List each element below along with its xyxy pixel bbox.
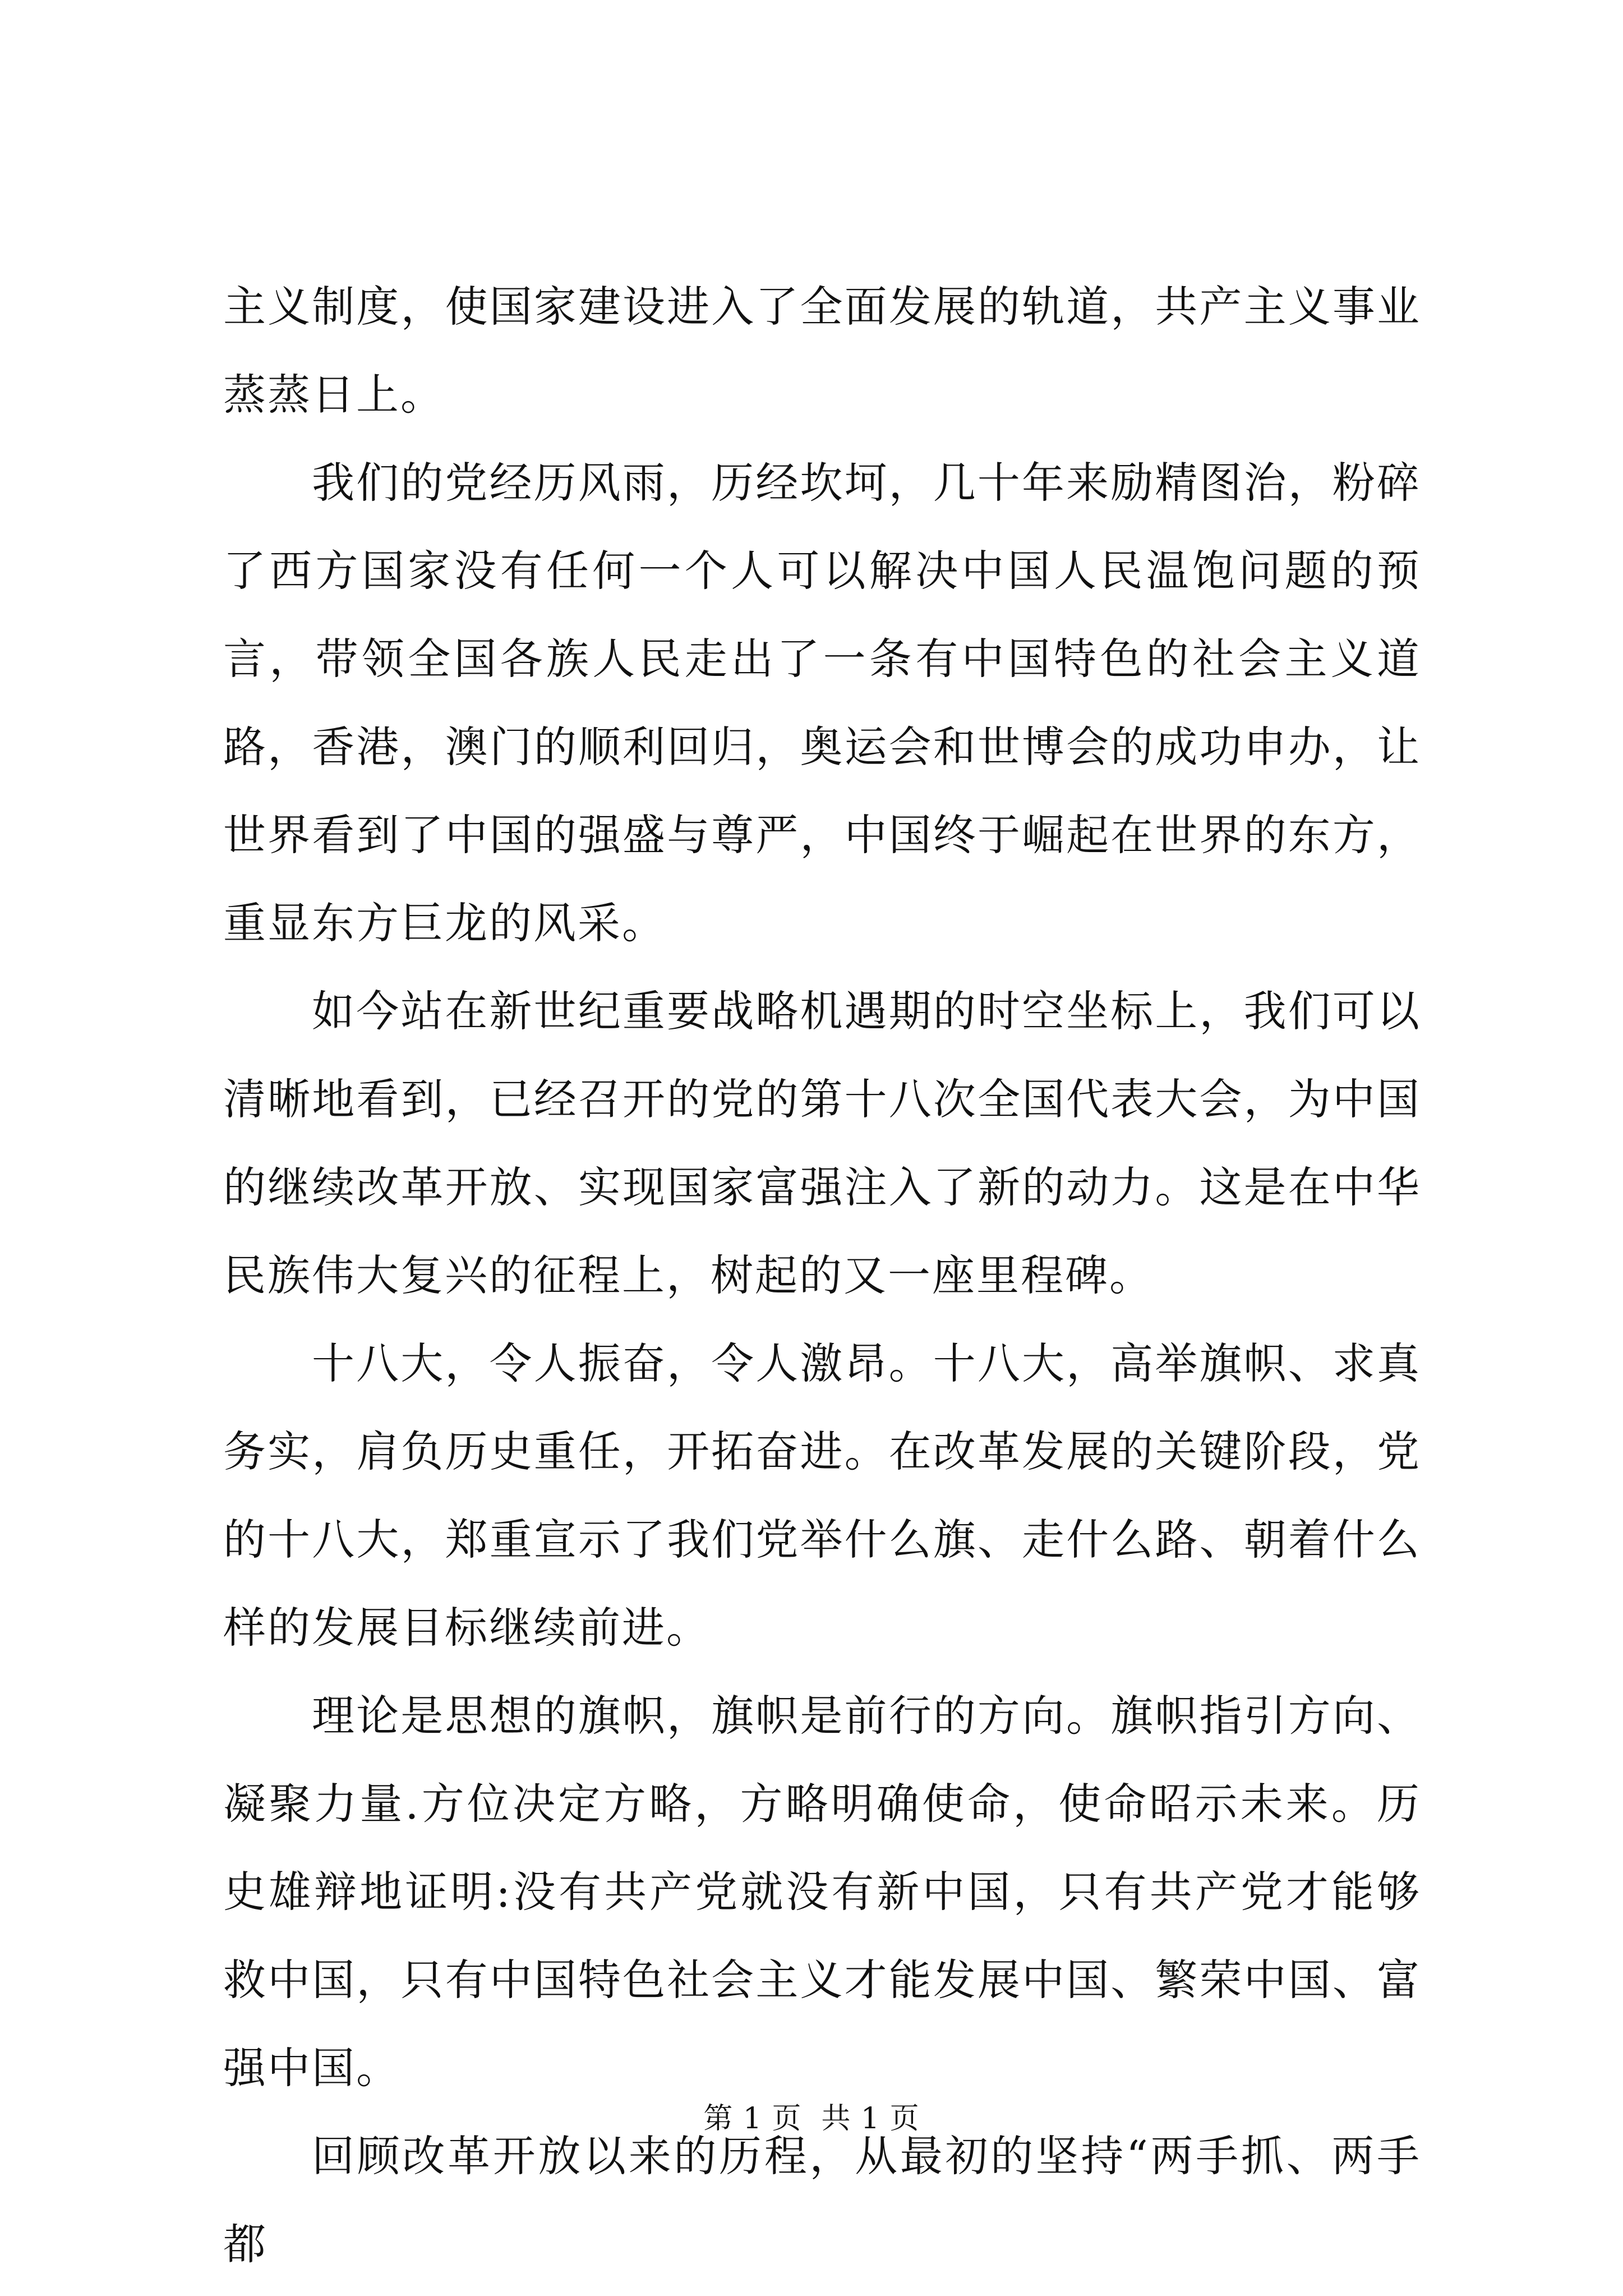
paragraph: 我们的党经历风雨，历经坎坷，几十年来励精图治，粉碎了西方国家没有任何一个人可以解决中国人民温饱问题的预言，带领全国各族人民走出了一条有中国特色的社会主义道路，香港，澳门的顺利回归，奥运会和世博会的成功申办，让世界看到了中国的强盛与尊严，中国终于崛起在世界的东方，重显东方巨龙的风采。 (223, 458, 1421, 948)
paragraph: 十八大，令人振奋，令人激昂。十八大，高举旗帜、求真务实，肩负历史重任，开拓奋进。在改革发展的关键阶段，党的十八大，郑重宣示了我们党举什么旗、走什么路、朝着什么样的发展目标继续前进。 (223, 1338, 1421, 1653)
page-number-label: 第 1 页 共 1 页 (703, 2102, 920, 2136)
page-footer (0, 2099, 1623, 2138)
body-text (223, 263, 1421, 2288)
paragraph: 主义制度，使国家建设进入了全面发展的轨道，共产主义事业蒸蒸日上。 (223, 282, 1421, 420)
paragraph: 理论是思想的旗帜，旗帜是前行的方向。旗帜指引方向、凝聚力量.方位决定方略，方略明确使命，使命昭示未来。历史雄辩地证明:没有共产党就没有新中国，只有共产党才能够救中国，只有中国特色社会主义才能发展中国、繁荣中国、富强中国。 (223, 1691, 1421, 2093)
paragraph: 回顾改革开放以来的历程，从最初的坚持“两手抓、两手都 (223, 2131, 1421, 2269)
paragraph: 如今站在新世纪重要战略机遇期的时空坐标上，我们可以清晰地看到，已经召开的党的第十八次全国代表大会，为中国的继续改革开放、实现国家富强注入了新的动力。这是在中华民族伟大复兴的征程上，树起的又一座里程碑。 (223, 986, 1421, 1300)
